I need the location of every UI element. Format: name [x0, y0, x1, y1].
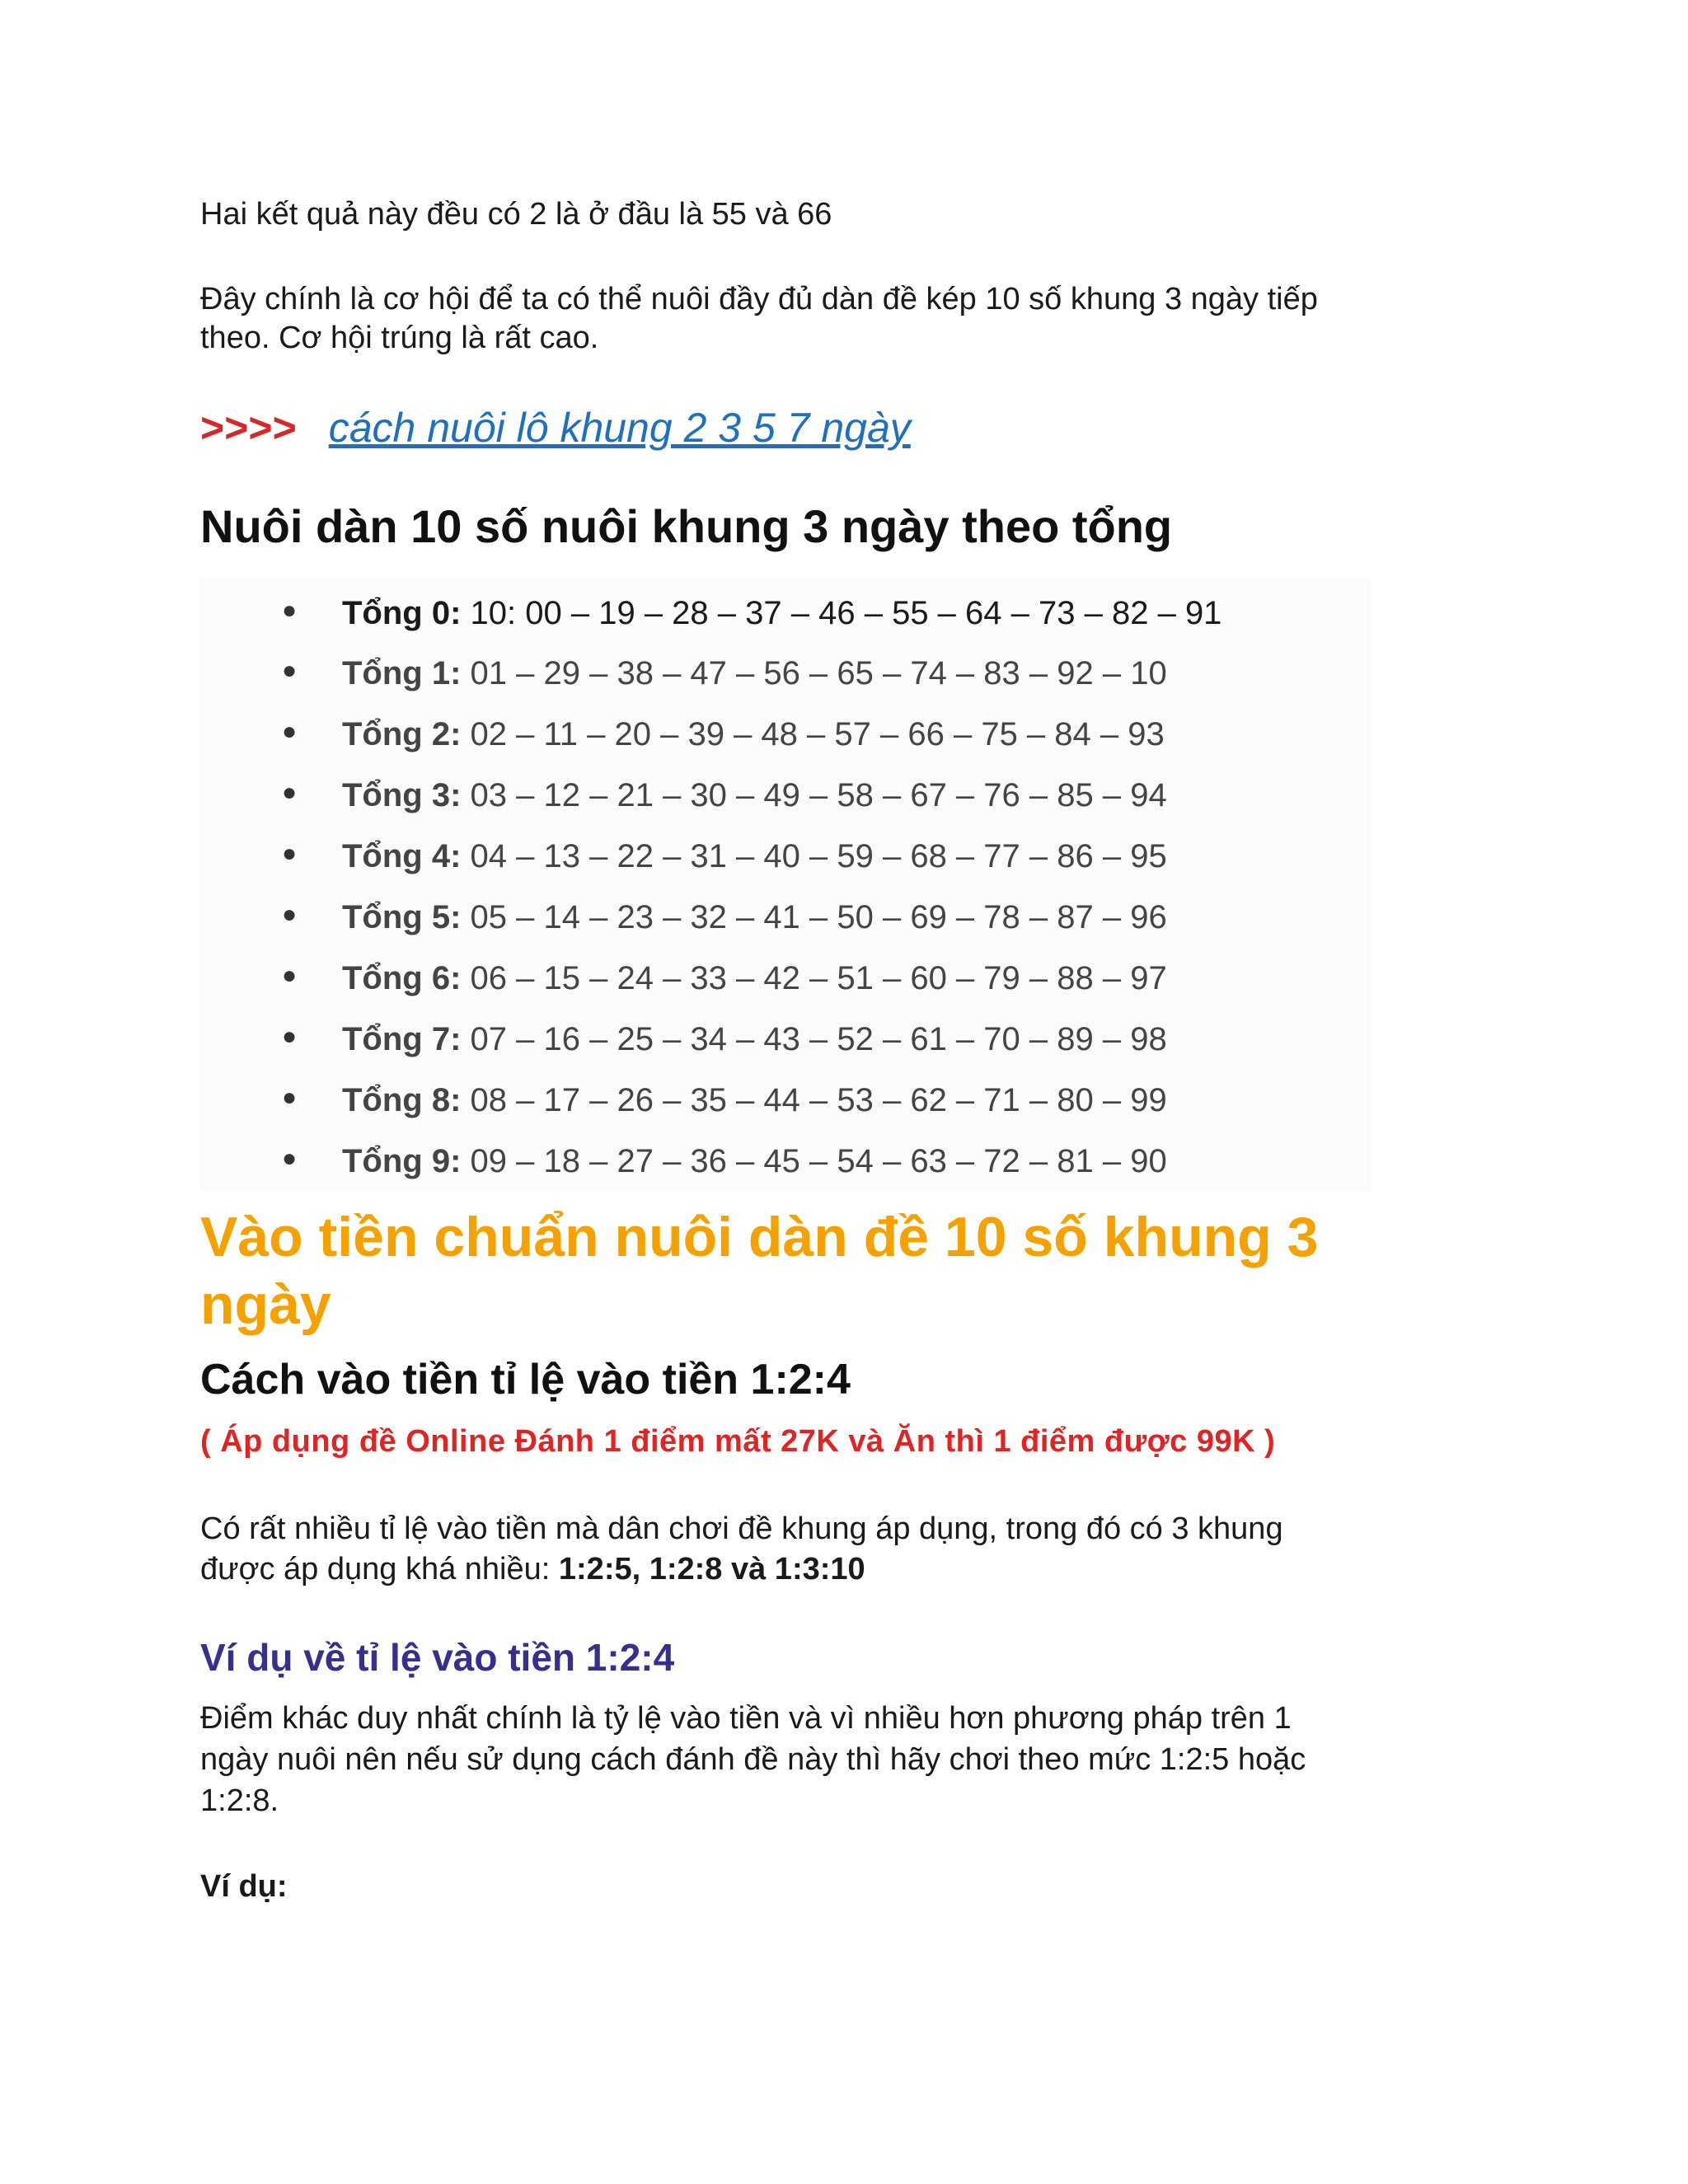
- paragraph-tile-line1: Có rất nhiều tỉ lệ vào tiền mà dân chơi đề khung áp dụng, trong đó có 3 khung: [200, 1511, 1283, 1546]
- bullet-icon: ●: [282, 718, 298, 745]
- tong-label: Tổng 3:: [342, 777, 462, 813]
- paragraph-tile-prefix: được áp dụng khá nhiều:: [200, 1552, 559, 1586]
- tong-value: 05 – 14 – 23 – 32 – 41 – 50 – 69 – 78 – 87 – 96: [461, 899, 1167, 935]
- tong-label: Tổng 4:: [342, 838, 462, 874]
- heading-tong: Nuôi dàn 10 số nuôi khung 3 ngày theo tổng: [200, 500, 1173, 552]
- tong-label: Tổng 1:: [342, 655, 462, 691]
- tong-value: 03 – 12 – 21 – 30 – 49 – 58 – 67 – 76 – 85 – 94: [461, 777, 1167, 813]
- bullet-icon: ●: [282, 962, 298, 989]
- paragraph-opportunity-line1: Đây chính là cơ hội để ta có thể nuôi đầy đủ dàn đề kép 10 số khung 3 ngày tiếp: [200, 282, 1318, 316]
- paragraph-diem-khac-line3: 1:2:8.: [200, 1783, 279, 1818]
- tong-label: Tổng 8:: [342, 1082, 462, 1118]
- heading-cach-vao-tien: Cách vào tiền tỉ lệ vào tiền 1:2:4: [200, 1356, 851, 1404]
- tong-value: 01 – 29 – 38 – 47 – 56 – 65 – 74 – 83 – 92 – 10: [461, 655, 1167, 691]
- link-arrows: >>>>: [200, 405, 297, 451]
- tong-label: Tổng 7:: [342, 1021, 462, 1057]
- heading-vi-du-ti-le: Ví dụ về tỉ lệ vào tiền 1:2:4: [200, 1636, 675, 1679]
- paragraph-result: Hai kết quả này đều có 2 là ở đầu là 55 và 66: [200, 197, 832, 232]
- bullet-icon: ●: [282, 597, 298, 624]
- tong-label: Tổng 9:: [342, 1143, 462, 1179]
- tong-value: 08 – 17 – 26 – 35 – 44 – 53 – 62 – 71 – 80 – 99: [461, 1082, 1167, 1118]
- paragraph-diem-khac-line2: ngày nuôi nên nếu sử dụng cách đánh đề này thì hãy chơi theo mức 1:2:5 hoặc: [200, 1742, 1306, 1777]
- bullet-icon: ●: [282, 901, 298, 928]
- vi-du-label: Ví dụ:: [200, 1869, 288, 1904]
- tong-value: 02 – 11 – 20 – 39 – 48 – 57 – 66 – 75 – 84 – 93: [461, 716, 1165, 752]
- bullet-icon: ●: [282, 657, 298, 684]
- red-note: ( Áp dụng đề Online Đánh 1 điểm mất 27K và Ăn thì 1 điểm được 99K ): [200, 1424, 1276, 1459]
- paragraph-opportunity-line2: theo. Cơ hội trúng là rất cao.: [200, 321, 599, 355]
- bullet-icon: ●: [282, 1084, 298, 1111]
- bullet-icon: ●: [282, 1023, 298, 1050]
- bullet-icon: ●: [282, 1145, 298, 1172]
- tong-label: Tổng 6:: [342, 960, 462, 996]
- tong-value: 10: 00 – 19 – 28 – 37 – 46 – 55 – 64 – 73 – 82 – 91: [461, 595, 1222, 631]
- tong-value: 06 – 15 – 24 – 33 – 42 – 51 – 60 – 79 – 88 – 97: [461, 960, 1167, 996]
- tong-label: Tổng 2:: [342, 716, 462, 752]
- tong-value: 04 – 13 – 22 – 31 – 40 – 59 – 68 – 77 – 86 – 95: [461, 838, 1167, 874]
- related-link-row: [200, 404, 911, 452]
- heading-vao-tien-line2: ngày: [200, 1273, 331, 1336]
- paragraph-tile-line2: [200, 1549, 865, 1590]
- tong-label: Tổng 5:: [342, 899, 462, 935]
- tong-value: 07 – 16 – 25 – 34 – 43 – 52 – 61 – 70 – 89 – 98: [461, 1021, 1167, 1057]
- bullet-icon: ●: [282, 779, 298, 806]
- tong-label: Tổng 0:: [342, 595, 462, 631]
- paragraph-tile-ratios: 1:2:5, 1:2:8 và 1:3:10: [558, 1552, 865, 1586]
- heading-vao-tien-line1: Vào tiền chuẩn nuôi dàn đề 10 số khung 3: [200, 1206, 1319, 1268]
- bullet-icon: ●: [282, 840, 298, 867]
- paragraph-diem-khac-line1: Điểm khác duy nhất chính là tỷ lệ vào tiền và vì nhiều hơn phương pháp trên 1: [200, 1701, 1292, 1736]
- tong-value: 09 – 18 – 27 – 36 – 45 – 54 – 63 – 72 – 81 – 90: [461, 1143, 1167, 1179]
- related-article-link[interactable]: cách nuôi lô khung 2 3 5 7 ngày: [328, 405, 911, 451]
